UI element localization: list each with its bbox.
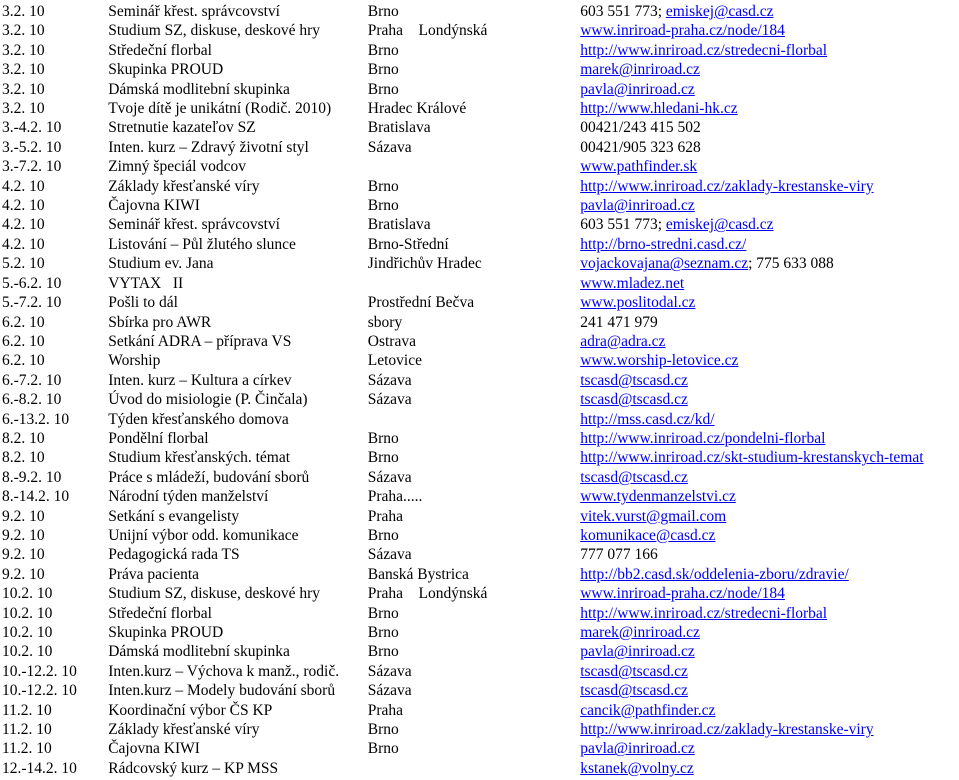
event-contact [580,41,959,60]
table-row [0,487,959,506]
event-date: 5.-6.2. 10 [2,274,62,292]
contact-wrap [580,99,737,118]
event-contact [580,545,959,564]
event-place: Sázava [367,371,412,389]
event-place: Brno [367,624,399,641]
event-name: Skupinka PROUD [108,61,224,79]
event-date: 11.2. 10 [2,701,52,719]
event-place: Sázava [367,468,412,486]
table-row [0,662,959,681]
event-place [368,274,580,293]
table-row [0,526,959,545]
event-name: Zimný špeciál vodcov [108,158,246,176]
event-name: Pošli to dál [108,294,178,312]
event-place: Letovice [367,352,422,370]
event-place: Brno [367,643,399,661]
event-date: 3.-4.2. 10 [2,119,62,137]
contact-wrap [580,468,688,487]
event-contact [580,196,959,215]
event-contact [580,448,959,467]
event-name: Studium SZ, diskuse, deskové hry [108,585,321,603]
event-place [368,759,580,778]
event-name: Práva pacienta [108,565,200,583]
event-name: Základy křesťanské víry [108,177,260,195]
event-date: 8.-14.2. 10 [2,488,70,506]
contact-text: 603 551 773; [580,3,666,20]
event-place: Brno [367,80,399,98]
event-name: Rádcovský kurz – KP MSS [108,759,279,777]
contact-link[interactable]: http://www.hledani-hk.cz [580,100,738,118]
table-row [0,351,959,370]
event-place: Brno-Střední [367,235,449,253]
event-name: Středeční florbal [108,604,212,622]
contact-link[interactable]: tscasd@tscasd.cz [580,682,688,700]
contact-link[interactable]: emiskej@casd.cz [665,3,774,20]
event-date: 8.2. 10 [2,429,45,447]
event-date: 11.2. 10 [2,740,52,758]
events-table-body [0,2,959,778]
event-contact [580,429,959,448]
contact-link[interactable]: http://www.inriroad.cz/stredecni-florbal [580,41,828,59]
contact-wrap [580,80,695,99]
contact-wrap [580,545,658,564]
event-place: Brno [367,61,399,79]
event-date: 3.2. 10 [2,100,45,118]
contact-wrap [580,254,834,273]
contact-link[interactable]: pavla@inriroad.cz [580,197,695,215]
event-date: 10.-12.2. 10 [2,682,77,700]
event-date: 3.-5.2. 10 [2,138,62,156]
event-contact [580,739,959,758]
contact-wrap [580,371,688,390]
event-contact [580,623,959,642]
contact-wrap [580,196,695,215]
table-row [0,739,959,758]
table-row [0,293,959,312]
event-name: Čajovna KIWI [108,740,200,758]
event-date: 3.2. 10 [2,80,45,98]
event-name: Dámská modlitební skupinka [108,643,290,661]
event-place: Jindřichův Hradec [367,255,482,273]
contact-wrap [580,642,695,661]
event-place: Sázava [367,138,412,156]
event-date: 8.2. 10 [2,449,45,467]
event-place: Sázava [367,391,412,409]
contact-link[interactable]: tscasd@tscasd.cz [580,662,688,680]
event-date: 10.-12.2. 10 [2,662,77,680]
event-date: 3.2. 10 [2,3,45,20]
event-date: 3.2. 10 [2,22,45,40]
contact-link[interactable]: http://bb2.casd.sk/oddelenia-zboru/zdravie/ [580,565,849,583]
event-contact [580,759,959,778]
event-date: 10.2. 10 [2,604,53,622]
table-row [0,235,959,254]
event-name: Koordinační výbor ČS KP [108,701,273,719]
event-date: 3.2. 10 [2,41,45,59]
table-row [0,99,959,118]
table-row [0,254,959,273]
contact-wrap [580,720,873,739]
contact-link[interactable]: http://mss.casd.cz/kd/ [580,410,715,428]
contact-link[interactable]: pavla@inriroad.cz [580,643,695,661]
contact-link[interactable]: vitek.vurst@gmail.com [580,507,727,525]
contact-wrap [580,623,700,642]
event-place: Praha [367,701,404,719]
contact-link[interactable]: adra@adra.cz [580,332,666,350]
contact-link[interactable]: www.poslitodal.cz [580,294,696,312]
contact-wrap [580,739,695,758]
event-place: Brno [367,604,399,622]
event-date: 10.2. 10 [2,624,53,641]
contact-wrap [580,215,773,234]
event-date: 6.2. 10 [2,313,45,331]
contact-wrap [580,332,665,351]
event-date: 6.-8.2. 10 [2,391,62,409]
event-date: 5.2. 10 [2,255,45,273]
table-row [0,138,959,157]
table-row [0,701,959,720]
event-date: 4.2. 10 [2,216,45,234]
table-row [0,313,959,332]
event-contact [580,332,959,351]
event-contact [580,662,959,681]
contact-link[interactable]: http://www.inriroad.cz/zaklady-krestanske-viry [580,721,874,739]
table-row [0,604,959,623]
event-place: Praha Londýnská [367,585,488,603]
event-name: Středeční florbal [108,41,212,59]
event-contact [580,701,959,720]
event-date: 11.2. 10 [2,721,52,739]
event-contact [580,138,959,157]
contact-wrap [580,138,701,157]
event-date: 5.-7.2. 10 [2,294,62,312]
event-name: Inten. kurz – Kultura a církev [108,371,292,389]
event-name: Inten.kurz – Výchova k manž., rodič. [108,662,340,680]
table-row [0,215,959,234]
contact-wrap [580,681,688,700]
contact-wrap [580,507,726,526]
table-row [0,545,959,564]
table-row [0,177,959,196]
event-contact [580,604,959,623]
event-place: Bratislava [367,216,431,234]
event-date: 6.-7.2. 10 [2,371,62,389]
event-place: Brno [367,429,399,447]
event-place: Praha Londýnská [367,22,488,40]
table-row [0,157,959,176]
event-date: 3.-7.2. 10 [2,158,62,176]
table-row [0,21,959,40]
contact-link[interactable]: http://www.inriroad.cz/pondelni-florbal [580,429,826,447]
event-name: Základy křesťanské víry [108,721,260,739]
event-name: Inten.kurz – Modely budování sborů [108,682,336,700]
contact-text: 241 471 979 [580,313,658,331]
event-name: Studium křesťanských. témat [108,449,291,467]
contact-wrap [580,390,688,409]
table-row [0,565,959,584]
table-row [0,623,959,642]
contact-wrap [580,118,701,137]
contact-link[interactable]: http://www.inriroad.cz/stredecni-florbal [580,604,828,622]
table-row [0,448,959,467]
contact-wrap [580,41,827,60]
event-contact [580,177,959,196]
event-contact [580,390,959,409]
event-name: Listování – Půl žlutého slunce [108,235,296,253]
contact-wrap [580,604,827,623]
event-date: 9.2. 10 [2,565,45,583]
contact-text: 777 077 166 [580,546,658,564]
event-name: Úvod do misiologie (P. Činčala) [108,391,308,409]
contact-link[interactable]: tscasd@tscasd.cz [580,468,688,486]
contact-wrap [580,584,785,603]
event-place: Brno [367,197,399,215]
table-row [0,642,959,661]
event-place: Brno [367,740,399,758]
event-contact [580,681,959,700]
contact-link[interactable]: tscasd@tscasd.cz [580,371,688,389]
event-contact [580,410,959,429]
event-place: Brno [367,526,399,544]
table-row [0,60,959,79]
contact-wrap [580,21,785,40]
event-date: 4.2. 10 [2,197,45,215]
contact-link[interactable]: kstanek@volny.cz [580,759,694,777]
event-place: Banská Bystrica [367,565,469,583]
event-name: Práce s mládeží, budování sborů [108,468,310,486]
event-contact [580,526,959,545]
contact-wrap [580,274,684,293]
table-row [0,80,959,99]
event-name: Pondělní florbal [108,429,209,447]
event-place: Brno [367,721,399,739]
table-row [0,390,959,409]
event-date: 4.2. 10 [2,177,45,195]
contact-link[interactable]: www.inriroad-praha.cz/node/184 [580,22,785,40]
event-place: Brno [367,41,399,59]
contact-link[interactable]: cancik@pathfinder.cz [580,701,716,719]
event-place: Prostřední Bečva [367,294,475,312]
contact-wrap [580,235,746,254]
event-name: Seminář křest. správcovství [108,3,280,20]
event-date: 10.2. 10 [2,643,53,661]
event-name: Worship [108,352,161,370]
contact-link[interactable]: www.mladez.net [580,274,685,292]
contact-link[interactable]: pavla@inriroad.cz [580,740,695,758]
event-contact [580,584,959,603]
event-contact [580,507,959,526]
contact-wrap [580,448,923,467]
event-place: sbory [367,313,403,331]
event-name: Týden křesťanského domova [108,410,289,428]
event-name: Sbírka pro AWR [108,313,212,331]
event-name: Studium SZ, diskuse, deskové hry [108,22,321,40]
table-row [0,196,959,215]
contact-wrap [580,487,736,506]
event-contact [580,274,959,293]
contact-phone: ; 775 633 088 [748,255,834,273]
contact-text: 603 551 773; [580,216,666,234]
event-name: Inten. kurz – Zdravý životní styl [108,138,309,156]
contact-link[interactable]: tscasd@tscasd.cz [580,391,688,409]
table-row [0,41,959,60]
contact-wrap [580,293,695,312]
event-place: Sázava [367,662,412,680]
table-row [0,371,959,390]
event-contact [580,80,959,99]
event-place: Sázava [367,546,412,564]
event-contact [580,468,959,487]
contact-wrap [580,662,688,681]
event-date: 12.-14.2. 10 [2,759,77,777]
contact-text: 00421/243 415 502 [580,119,701,137]
event-contact [580,254,959,273]
contact-wrap [580,177,873,196]
contact-link[interactable]: pavla@inriroad.cz [580,80,695,98]
contact-wrap [580,60,700,79]
contact-wrap [580,351,738,370]
event-place: Hradec Králové [367,100,467,118]
event-name: Unijní výbor odd. komunikace [108,526,299,544]
event-name: Skupinka PROUD [108,624,224,641]
contact-wrap [580,759,694,778]
event-date: 6.2. 10 [2,352,45,370]
event-place: Sázava [367,682,412,700]
event-place: Brno [367,177,399,195]
event-name: Dámská modlitební skupinka [108,80,290,98]
event-name: Setkání ADRA – příprava VS [108,332,292,350]
event-contact [580,99,959,118]
event-contact [580,565,959,584]
event-contact [580,157,959,176]
event-contact [580,235,959,254]
event-date: 9.2. 10 [2,507,45,525]
event-date: 9.2. 10 [2,526,45,544]
contact-link[interactable]: www.worship-letovice.cz [580,352,739,370]
contact-wrap [580,2,773,21]
event-date: 8.-9.2. 10 [2,468,62,486]
event-name: Čajovna KIWI [108,197,200,215]
contact-link[interactable]: vojackovajana@seznam.cz [580,255,749,273]
events-table [0,2,959,778]
event-name: VYTAX II [108,274,184,292]
table-row [0,681,959,700]
contact-link[interactable]: komunikace@casd.cz [580,526,716,544]
event-name: Setkání s evangelisty [108,507,240,525]
contact-link[interactable]: www.inriroad-praha.cz/node/184 [580,585,785,603]
event-place: Praha [367,507,404,525]
event-contact [580,487,959,506]
event-contact [580,60,959,79]
contact-wrap [580,313,658,332]
contact-link[interactable]: www.tydenmanzelstvi.cz [580,488,736,506]
table-row [0,720,959,739]
contact-wrap [580,429,825,448]
event-name: Stretnutie kazateľov SZ [108,119,256,137]
event-contact [580,215,959,234]
contact-link[interactable]: http://brno-stredni.casd.cz/ [580,235,747,253]
contact-wrap [580,565,849,584]
event-name: Tvoje dítě je unikátní (Rodič. 2010) [108,100,332,118]
event-place: Ostrava [367,332,416,350]
event-place: Bratislava [367,119,431,137]
table-row [0,2,959,21]
event-contact [580,21,959,40]
contact-link[interactable]: www.pathfinder.sk [580,158,698,176]
table-row [0,429,959,448]
event-name: Seminář křest. správcovství [108,216,280,234]
event-place [368,157,580,176]
event-contact [580,371,959,390]
event-date: 4.2. 10 [2,235,45,253]
table-row [0,468,959,487]
event-contact [580,720,959,739]
contact-wrap [580,410,714,429]
table-row [0,507,959,526]
event-contact [580,2,959,21]
event-date: 6.2. 10 [2,332,45,350]
event-date: 10.2. 10 [2,585,53,603]
table-row [0,584,959,603]
event-date: 3.2. 10 [2,61,45,79]
table-row [0,118,959,137]
contact-link[interactable]: http://www.inriroad.cz/skt-studium-krestanskych-temat [580,449,924,467]
contact-link[interactable]: http://www.inriroad.cz/zaklady-krestanske-viry [580,177,874,195]
event-place [368,410,580,429]
event-contact [580,118,959,137]
event-name: Pedagogická rada TS [108,546,240,564]
table-row [0,759,959,778]
contact-link[interactable]: marek@inriroad.cz [580,624,700,641]
table-row [0,274,959,293]
event-name: Národní týden manželství [108,488,269,506]
event-place: Brno [367,449,399,467]
event-contact [580,293,959,312]
contact-link[interactable]: marek@inriroad.cz [580,61,700,79]
contact-link[interactable]: emiskej@casd.cz [665,216,774,234]
contact-wrap [580,701,715,720]
table-row [0,410,959,429]
event-contact [580,642,959,661]
contact-wrap [580,526,715,545]
table-row [0,332,959,351]
event-date: 9.2. 10 [2,546,45,564]
event-contact [580,351,959,370]
contact-text: 00421/905 323 628 [580,138,701,156]
event-contact [580,313,959,332]
contact-wrap [580,157,697,176]
event-place: Brno [367,3,399,20]
event-date: 6.-13.2. 10 [2,410,70,428]
event-place: Praha..... [367,488,423,506]
event-name: Studium ev. Jana [108,255,214,273]
